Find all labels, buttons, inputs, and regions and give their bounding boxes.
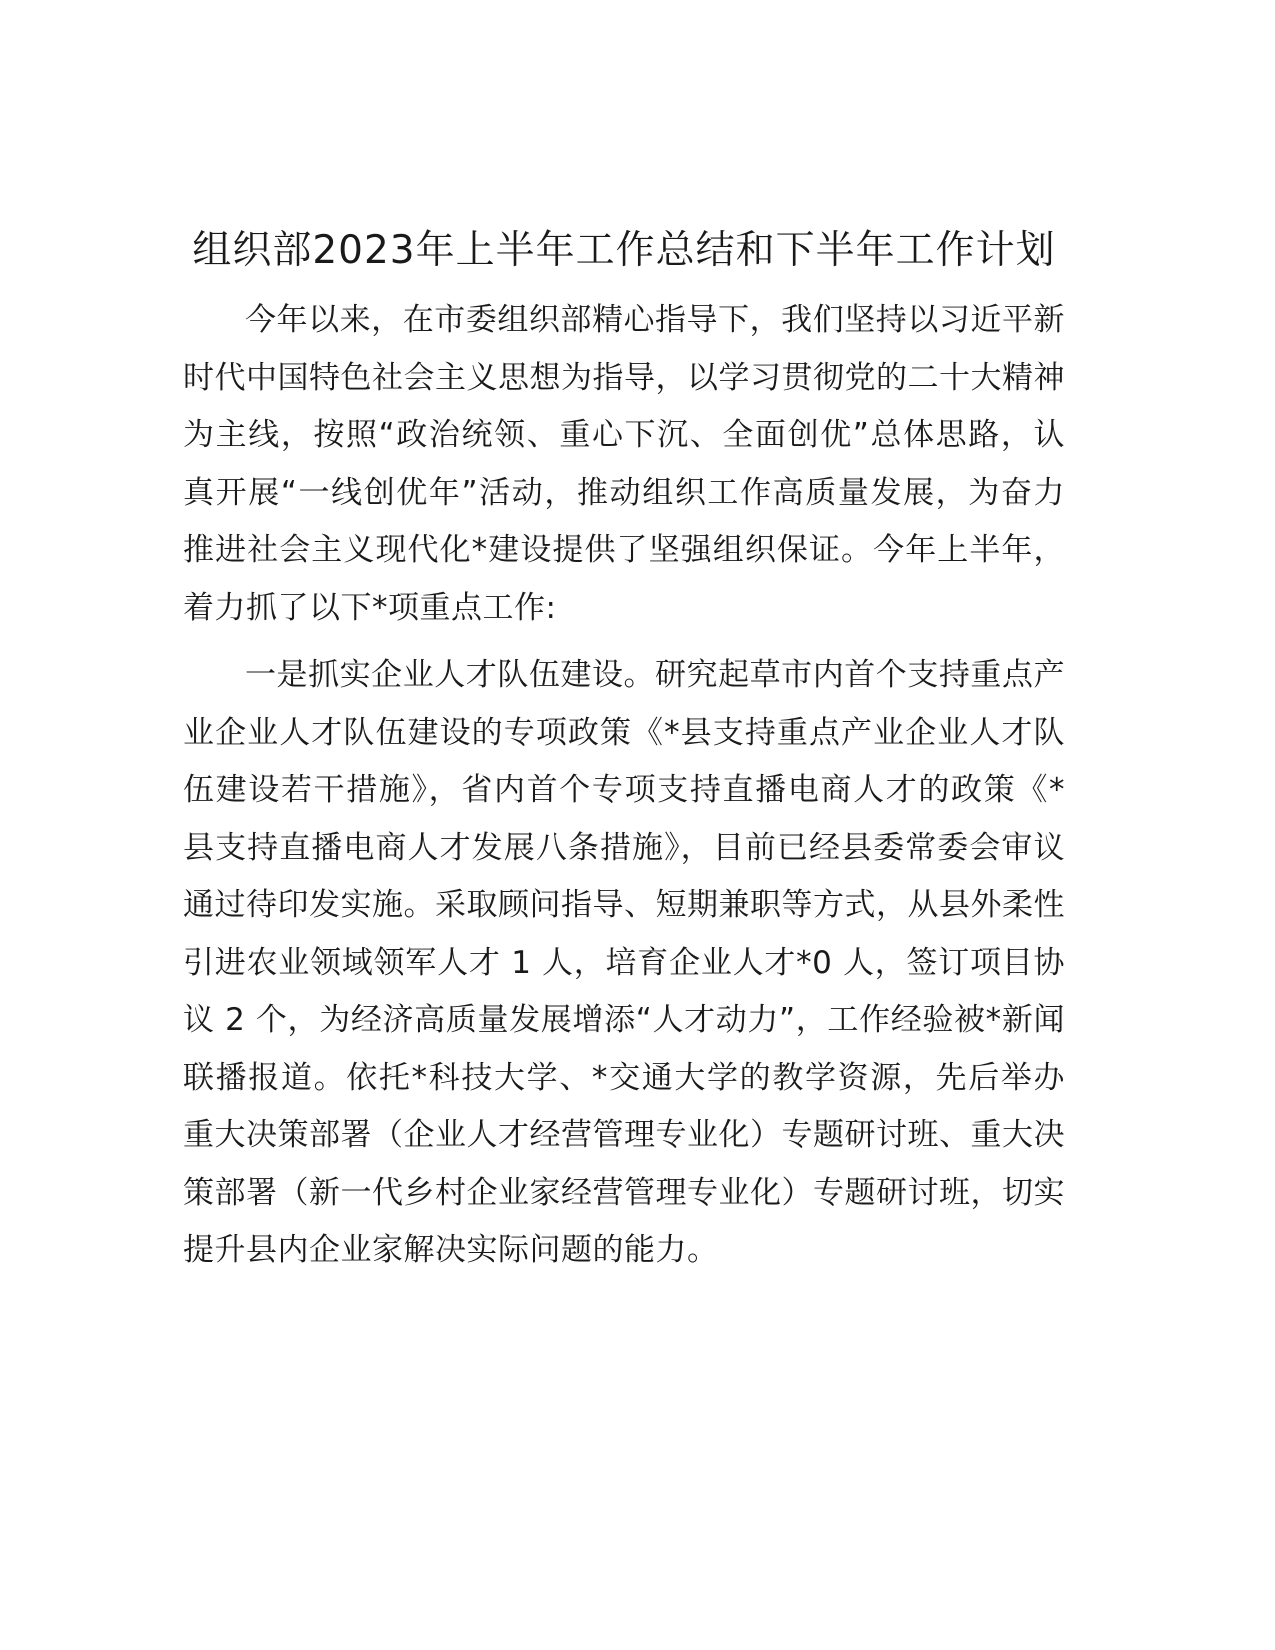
- document-title: 组织部2023年上半年工作总结和下半年工作计划: [192, 228, 1056, 273]
- intro-paragraph: 今年以来，在市委组织部精心指导下，我们坚持以习近平新时代中国特色社会主义思想为指导，以学习贯彻党的二十大精神为主线，按照“政治统领、重心下沉、全面创优”总体思路，认真开展“一线创优年”活动，推动组织工作高质量发展，为奋力推进社会主义现代化*建设提供了坚强组织保证。今年上半年，着力抓了以下*项重点工作:: [183, 302, 1065, 626]
- document-body: [183, 222, 1065, 1280]
- talent-paragraph: 一是抓实企业人才队伍建设。研究起草市内首个支持重点产业企业人才队伍建设的专项政策《*县支持重点产业企业人才队伍建设若干措施》，省内首个专项支持直播电商人才的政策《*县支持直播电商人才发展八条措施》，目前已经县委常委会审议通过待印发实施。采取顾问指导、短期兼职等方式，从县外柔性引进农业领域领军人才 1 人，培育企业人才*0 人，签订项目协议 2 个，为经济高质量发展增添“人才动力”，工作经验被*新闻联播报道。依托*科技大学、*交通大学的教学资源，先后举办重大决策部署（企业人才经营管理专业化）专题研讨班、重大决策部署（新一代乡村企业家经营管理专业化）专题研讨班，切实提升县内企业家解决实际问题的能力。: [183, 657, 1065, 1268]
